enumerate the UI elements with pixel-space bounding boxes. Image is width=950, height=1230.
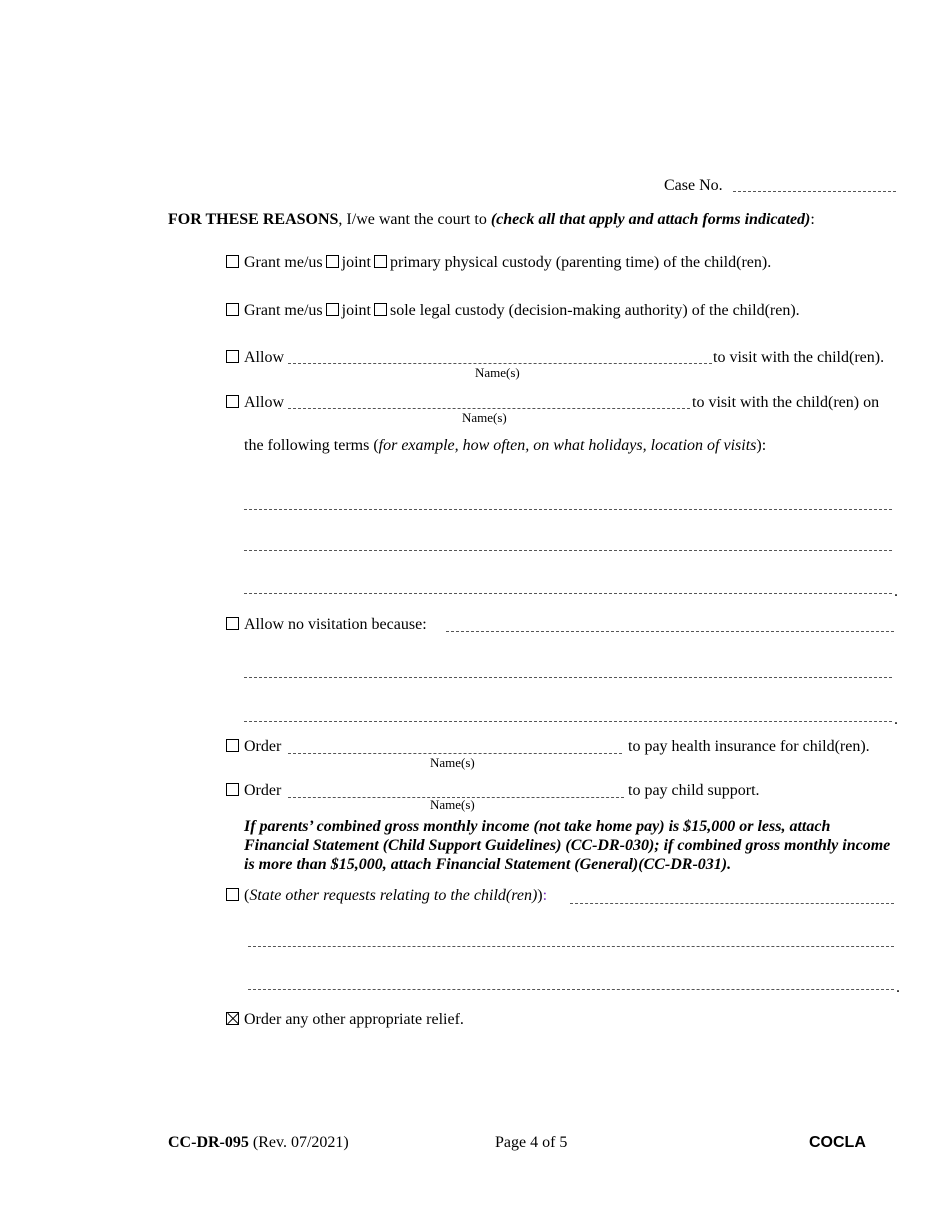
allow-terms-name-field[interactable] (288, 408, 690, 409)
terms-italic: for example, how often, on what holidays, location of visits (378, 437, 757, 454)
relief-checkbox[interactable] (226, 1012, 239, 1025)
case-no-field[interactable] (733, 191, 896, 192)
allow-visit-name-label: Name(s) (475, 365, 520, 380)
allow-terms-name-label: Name(s) (462, 410, 507, 425)
no-visit-row (226, 617, 427, 633)
intro-colon: : (810, 211, 815, 228)
form-revision: (Rev. 07/2021) (252, 1134, 349, 1151)
allow-visit-prefix: Allow (244, 349, 284, 366)
terms-suffix: ): (756, 437, 767, 454)
intro-line (168, 212, 815, 228)
legal-grant-label: Grant me/us (244, 302, 323, 319)
other-requests-row (226, 888, 547, 904)
allow-terms-prefix: Allow (244, 394, 284, 411)
physical-grant-label: Grant me/us (244, 254, 323, 271)
terms-prefix: the following terms ( (244, 437, 379, 454)
support-name-label: Name(s) (430, 797, 475, 812)
physical-primary-checkbox[interactable] (374, 255, 387, 268)
intro-text: , I/we want the court to (338, 211, 491, 228)
health-prefix: Order (244, 738, 282, 755)
no-visit-field[interactable] (446, 631, 894, 632)
intro-bold: FOR THESE REASONS (168, 211, 339, 228)
other-requests-checkbox[interactable] (226, 888, 239, 901)
relief-label: Order any other appropriate relief. (244, 1011, 464, 1028)
allow-terms-checkbox[interactable] (226, 395, 239, 408)
intro-instruction: (check all that apply and attach forms indicated) (490, 211, 811, 228)
no-visit-label: Allow no visitation because: (244, 616, 427, 633)
legal-joint-checkbox[interactable] (326, 303, 339, 316)
page-number: Page 4 of 5 (495, 1134, 568, 1151)
other-open-paren: ( (244, 887, 250, 904)
financial-statement-notice: If parents’ combined gross monthly income (not take home pay) is $15,000 or less, attach Financial Statement (Child Support Guidelines) (CC-DR-030); if combined gross monthly income is more than $15,000, attach Financial Statement (General)(CC-DR-031). (244, 818, 891, 873)
physical-custody-row (226, 255, 771, 271)
support-checkbox[interactable] (226, 783, 239, 796)
legal-sole-checkbox[interactable] (374, 303, 387, 316)
no-visit-line-3[interactable] (244, 721, 892, 722)
other-requests-label: State other requests relating to the child(ren) (249, 887, 538, 904)
health-checkbox[interactable] (226, 739, 239, 752)
no-visit-period: . (894, 711, 898, 728)
health-suffix: to pay health insurance for child(ren). (628, 738, 870, 755)
no-visit-line-2[interactable] (244, 677, 892, 678)
legal-custody-text: sole legal custody (decision-making authority) of the child(ren). (390, 302, 800, 319)
terms-line-2[interactable] (244, 550, 892, 551)
other-colon: : (542, 887, 548, 904)
health-name-field[interactable] (288, 753, 622, 754)
allow-terms-row (226, 395, 284, 411)
terms-line-1[interactable] (244, 509, 892, 510)
other-close-paren: ) (537, 887, 543, 904)
terms-line-3[interactable] (244, 593, 892, 594)
footer-form-id (168, 1135, 349, 1151)
legal-custody-checkbox[interactable] (226, 303, 239, 316)
other-requests-field[interactable] (570, 903, 894, 904)
legal-custody-row (226, 303, 800, 319)
case-no-label: Case No. (664, 177, 723, 194)
physical-joint-label: joint (341, 254, 371, 271)
form-id: CC-DR-095 (168, 1134, 249, 1151)
physical-joint-checkbox[interactable] (326, 255, 339, 268)
allow-visit-suffix: to visit with the child(ren). (713, 349, 885, 366)
other-line-2[interactable] (248, 946, 894, 947)
other-line-3[interactable] (248, 989, 894, 990)
agency-name: COCLA (809, 1134, 866, 1151)
support-suffix: to pay child support. (628, 782, 760, 799)
allow-terms-suffix: to visit with the child(ren) on (692, 394, 880, 411)
relief-row (226, 1012, 464, 1028)
other-period: . (896, 979, 900, 996)
allow-visit-row (226, 350, 284, 366)
physical-custody-text: primary physical custody (parenting time) of the child(ren). (390, 254, 772, 271)
allow-visit-checkbox[interactable] (226, 350, 239, 363)
physical-custody-checkbox[interactable] (226, 255, 239, 268)
no-visit-checkbox[interactable] (226, 617, 239, 630)
terms-period: . (894, 583, 898, 600)
allow-visit-name-field[interactable] (288, 363, 712, 364)
support-row (226, 783, 281, 799)
support-prefix: Order (244, 782, 282, 799)
legal-joint-label: joint (341, 302, 371, 319)
terms-instruction (244, 438, 766, 454)
health-row (226, 739, 281, 755)
health-name-label: Name(s) (430, 755, 475, 770)
